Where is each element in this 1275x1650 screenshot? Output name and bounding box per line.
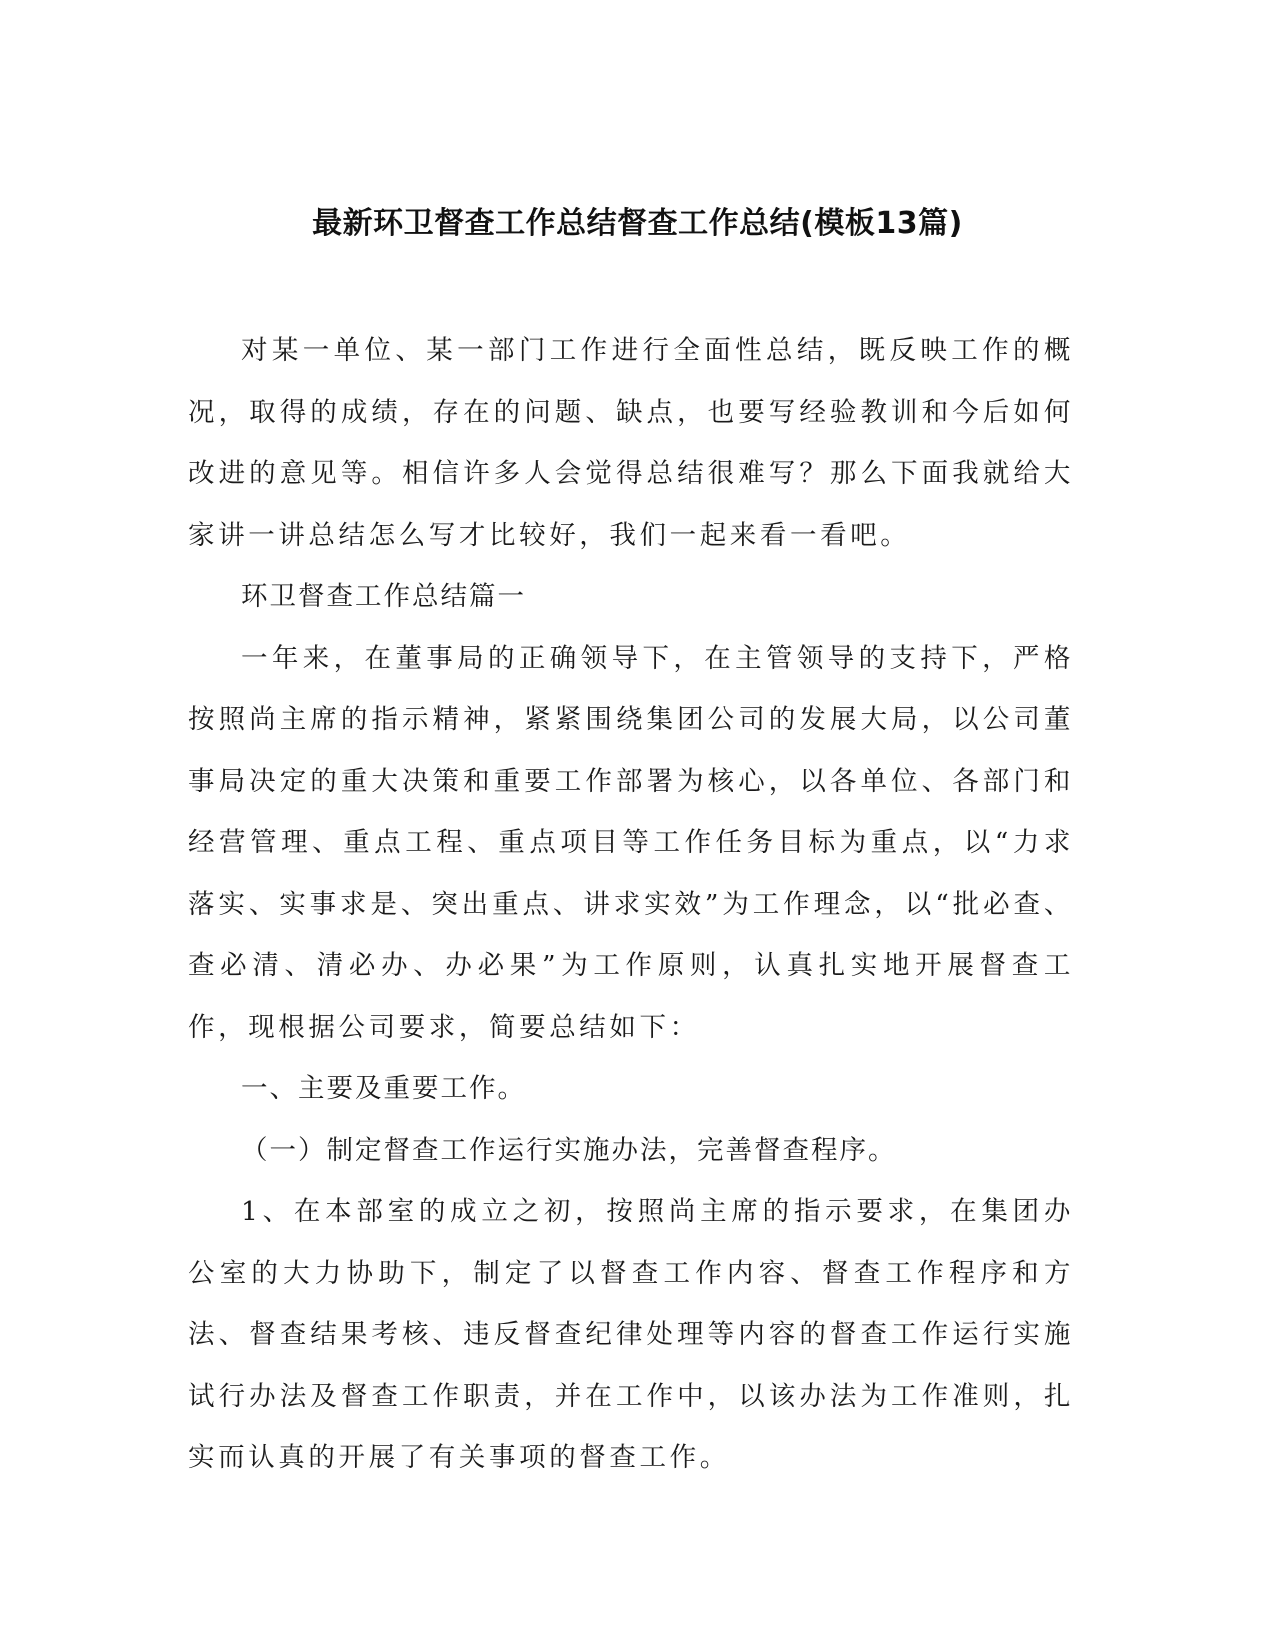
section-heading: 环卫督查工作总结篇一 xyxy=(241,581,526,612)
page-title: 最新环卫督查工作总结督查工作总结(模板13篇) xyxy=(312,206,963,242)
body-paragraph: 一年来，在董事局的正确领导下，在主管领导的支持下，严格按照尚主席的指示精神，紧紧围绕集团公司的发展大局，以公司董事局决定的重大决策和重要工作部署为核心，以各单位、各部门和经营管理、重点工程、重点项目等工作任务目标为重点，以“力求落实、实事求是、突出重点、讲求实效”为工作理念，以“批必查、查必清、清必办、办必果”为工作原则，认真扎实地开展督查工作，现根据公司要求，简要总结如下： xyxy=(188,642,1074,1043)
body-paragraph: 1、在本部室的成立之初，按照尚主席的指示要求，在集团办公室的大力协助下，制定了以督查工作内容、督查工作程序和方法、督查结果考核、违反督查纪律处理等内容的督查工作运行实施试行办法及督查工作职责，并在工作中，以该办法为工作准则，扎实而认真的开展了有关事项的督查工作。 xyxy=(188,1196,1074,1473)
subsection-heading: 一、主要及重要工作。 xyxy=(241,1073,526,1104)
subsection-heading: （一）制定督查工作运行实施办法，完善督查程序。 xyxy=(241,1134,897,1166)
intro-paragraph: 对某一单位、某一部门工作进行全面性总结，既反映工作的概况，取得的成绩，存在的问题、缺点，也要写经验教训和今后如何改进的意见等。相信许多人会觉得总结很难写？那么下面我就给大家讲一讲总结怎么写才比较好，我们一起来看一看吧。 xyxy=(188,335,1074,551)
document-body xyxy=(188,320,1074,1489)
